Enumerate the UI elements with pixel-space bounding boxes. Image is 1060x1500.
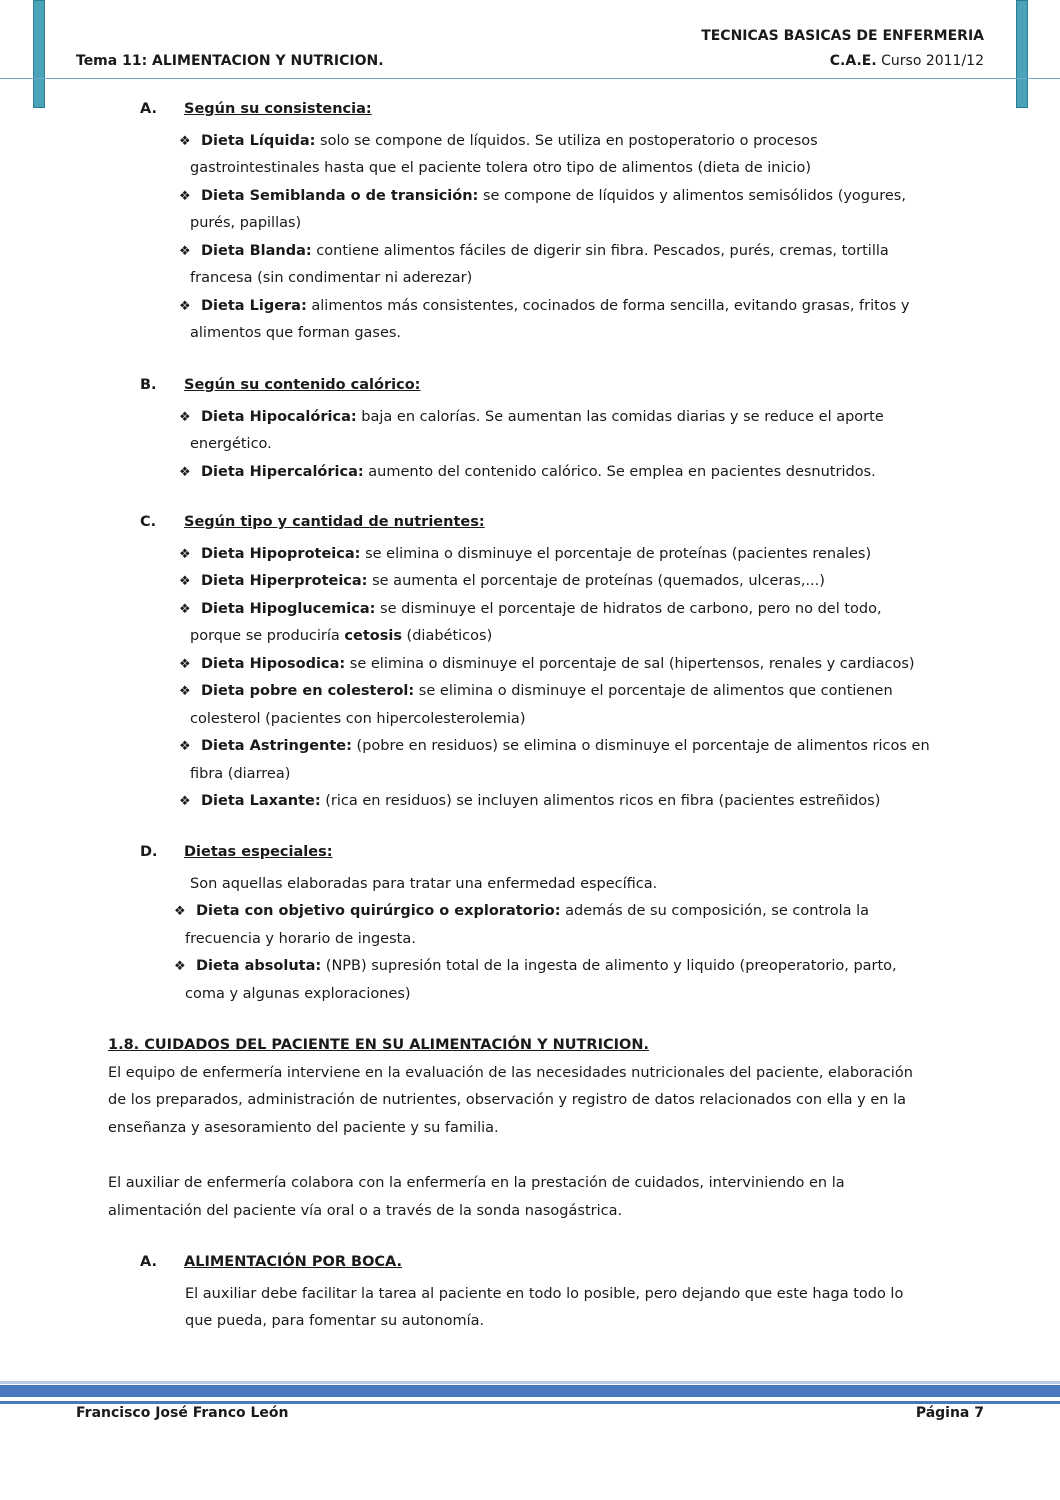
- diet-description: (rica en residuos) se incluyen alimentos ricos en fibra (pacientes estreñidos): [320, 793, 881, 809]
- bullet-icon: ❖: [174, 959, 186, 974]
- footer-author: Francisco José Franco León: [76, 1405, 289, 1421]
- list-item: [179, 568, 999, 596]
- header-cae: C.A.E.: [829, 53, 877, 69]
- diet-term: Dieta Laxante:: [201, 793, 321, 809]
- diet-description: porque se produciría: [190, 628, 345, 644]
- bullet-icon: ❖: [179, 546, 191, 562]
- section-number: 1.8.: [108, 1037, 140, 1053]
- paragraph-line: El auxiliar debe facilitar la tarea al paciente en todo lo posible, pero dejando que este haga todo lo: [185, 1286, 904, 1302]
- section-title: CUIDADOS DEL PACIENTE EN SU ALIMENTACIÓN Y NUTRICION.: [144, 1037, 649, 1053]
- diet-term: Dieta Hipoproteica:: [201, 545, 361, 562]
- paragraph-line: enseñanza y asesoramiento del paciente y su familia.: [108, 1120, 499, 1136]
- diet-term: Dieta Hipercalórica:: [201, 463, 364, 480]
- bullet-icon: ❖: [179, 188, 191, 204]
- diet-term: Dieta Hipocalórica:: [201, 408, 357, 425]
- subsection-label: A.: [140, 1254, 157, 1270]
- diet-description: alimentos más consistentes, cocinados de forma sencilla, evitando grasas, fritos y: [306, 297, 910, 314]
- footer-divider: [0, 1401, 1060, 1404]
- diet-term: Dieta Semiblanda o de transición:: [201, 187, 479, 204]
- list-item-continuation: [190, 210, 990, 238]
- diet-description: (pobre en residuos) se elimina o disminuye el porcentaje de alimentos ricos en: [351, 738, 930, 754]
- section-title: Según su contenido calórico:: [184, 377, 421, 393]
- diet-term: Dieta Hiperproteica:: [201, 573, 368, 589]
- header-course-year: Curso 2011/12: [881, 53, 984, 69]
- bullet-icon: ❖: [179, 298, 191, 314]
- list-item-continuation: [190, 155, 990, 183]
- diet-term: Dieta absoluta:: [196, 958, 322, 974]
- diet-description: (NPB) supresión total de la ingesta de alimento y liquido (preoperatorio, parto,: [321, 958, 897, 974]
- list-item: [179, 651, 999, 679]
- footer-band-light: [0, 1381, 1060, 1384]
- section-1-8-heading: [108, 1037, 649, 1053]
- list-item: [179, 733, 999, 761]
- section-heading: [140, 377, 420, 393]
- list-item: [179, 238, 999, 266]
- section-title: Dietas especiales:: [184, 844, 333, 860]
- bullet-icon: ❖: [179, 574, 191, 589]
- bullet-icon: ❖: [179, 133, 191, 149]
- diet-description: energético.: [190, 436, 272, 452]
- diet-description: se elimina o disminuye el porcentaje de alimentos que contienen: [414, 683, 893, 699]
- list-item: [179, 678, 999, 706]
- diet-description: baja en calorías. Se aumentan las comidas diarias y se reduce el aporte: [356, 408, 884, 425]
- list-item: [179, 183, 999, 211]
- bullet-icon: ❖: [179, 409, 191, 425]
- section-label: A.: [140, 101, 157, 117]
- footer-page-number: Página 7: [915, 1405, 984, 1421]
- list-item-continuation: [185, 981, 985, 1009]
- bullet-icon: ❖: [179, 794, 191, 809]
- paragraph-line: que pueda, para fomentar su autonomía.: [185, 1313, 485, 1329]
- section-heading: [140, 514, 485, 530]
- paragraph-line: de los preparados, administración de nutrientes, observación y registro de datos relacionados con ella y en la: [108, 1092, 906, 1108]
- bullet-icon: ❖: [179, 684, 191, 699]
- paragraph-line: El equipo de enfermería interviene en la evaluación de las necesidades nutricionales del paciente, elaboración: [108, 1065, 913, 1081]
- section-title: Según su consistencia:: [184, 101, 372, 117]
- list-item: [179, 788, 999, 816]
- diet-description: además de su composición, se controla la: [560, 903, 870, 919]
- diet-description: francesa (sin condimentar ni aderezar): [190, 270, 473, 286]
- diet-term: Dieta con objetivo quirúrgico o exploratorio:: [196, 903, 561, 919]
- diet-description: se disminuye el porcentaje de hidratos de carbono, pero no del todo,: [375, 600, 882, 617]
- diet-description: (diabéticos): [401, 628, 493, 644]
- paragraph-line: alimentación del paciente vía oral o a través de la sonda nasogástrica.: [108, 1203, 623, 1219]
- diet-description: gastrointestinales hasta que el paciente tolera otro tipo de alimentos (dieta de inicio): [190, 160, 812, 176]
- list-item: [174, 953, 994, 981]
- section-heading: [140, 844, 333, 860]
- section-heading: [140, 101, 372, 117]
- list-item: [179, 128, 999, 156]
- header-course-year-line: [830, 53, 984, 69]
- list-item-continuation: [190, 431, 990, 459]
- diet-description: alimentos que forman gases.: [190, 325, 402, 341]
- list-item-continuation: [190, 623, 990, 651]
- diet-term: Dieta Blanda:: [201, 242, 312, 259]
- diet-description: se aumenta el porcentaje de proteínas (quemados, ulceras,...): [367, 573, 825, 589]
- diet-description: se elimina o disminuye el porcentaje de proteínas (pacientes renales): [360, 545, 872, 562]
- diet-term: Dieta pobre en colesterol:: [201, 683, 415, 699]
- list-item: [179, 541, 999, 569]
- list-item: [179, 293, 999, 321]
- diet-term: Dieta Líquida:: [201, 132, 316, 149]
- list-item-continuation: [190, 265, 990, 293]
- bullet-icon: ❖: [179, 656, 191, 672]
- diet-description: se elimina o disminuye el porcentaje de sal (hipertensos, renales y cardiacos): [345, 655, 915, 672]
- list-item-continuation: [190, 761, 990, 789]
- list-item-continuation: [185, 926, 985, 954]
- diet-term: Dieta Hipoglucemica:: [201, 600, 376, 617]
- header-topic: Tema 11: ALIMENTACION Y NUTRICION.: [76, 53, 384, 69]
- diet-term: Dieta Astringente:: [201, 738, 352, 754]
- header-left-accent-bar: [33, 0, 45, 108]
- paragraph-line: El auxiliar de enfermería colabora con la enfermería en la prestación de cuidados, interviniendo en la: [108, 1175, 845, 1191]
- diet-description: fibra (diarrea): [190, 765, 291, 782]
- section-label: C.: [140, 514, 157, 530]
- bullet-icon: ❖: [179, 464, 191, 480]
- subsection-heading: [140, 1254, 402, 1270]
- header-right-accent-bar: [1016, 0, 1028, 108]
- diet-description: frecuencia y horario de ingesta.: [185, 930, 416, 947]
- diet-description: coma y algunas exploraciones): [185, 985, 411, 1002]
- list-item: [179, 596, 999, 624]
- diet-description: purés, papillas): [190, 215, 302, 231]
- diet-description: aumento del contenido calórico. Se emplea en pacientes desnutridos.: [363, 463, 876, 480]
- footer-band: [0, 1385, 1060, 1397]
- diet-description: se compone de líquidos y alimentos semisólidos (yogures,: [478, 187, 906, 204]
- bullet-icon: ❖: [179, 601, 191, 617]
- diet-term: Dieta Hiposodica:: [201, 655, 346, 672]
- section-label: D.: [140, 844, 158, 860]
- section-title: Según tipo y cantidad de nutrientes:: [184, 514, 485, 530]
- bullet-icon: ❖: [174, 904, 186, 919]
- section-label: B.: [140, 377, 157, 393]
- section-intro: Son aquellas elaboradas para tratar una enfermedad específica.: [190, 875, 658, 892]
- list-item: [179, 404, 999, 432]
- bullet-icon: ❖: [179, 739, 191, 754]
- list-item: [174, 898, 994, 926]
- bullet-icon: ❖: [179, 243, 191, 259]
- header-course-title: TECNICAS BASICAS DE ENFERMERIA: [701, 28, 984, 44]
- diet-description: contiene alimentos fáciles de digerir sin fibra. Pescados, purés, cremas, tortilla: [311, 242, 889, 259]
- header-divider: [0, 78, 1060, 79]
- list-item-continuation: [190, 706, 990, 734]
- diet-term: Dieta Ligera:: [201, 297, 307, 314]
- diet-description: colesterol (pacientes con hipercolesterolemia): [190, 710, 526, 727]
- list-item-continuation: [190, 320, 990, 348]
- list-item: [179, 459, 999, 487]
- subsection-title: ALIMENTACIÓN POR BOCA.: [184, 1254, 403, 1270]
- diet-description: solo se compone de líquidos. Se utiliza en postoperatorio o procesos: [315, 132, 818, 149]
- diet-keyword: cetosis: [344, 628, 402, 644]
